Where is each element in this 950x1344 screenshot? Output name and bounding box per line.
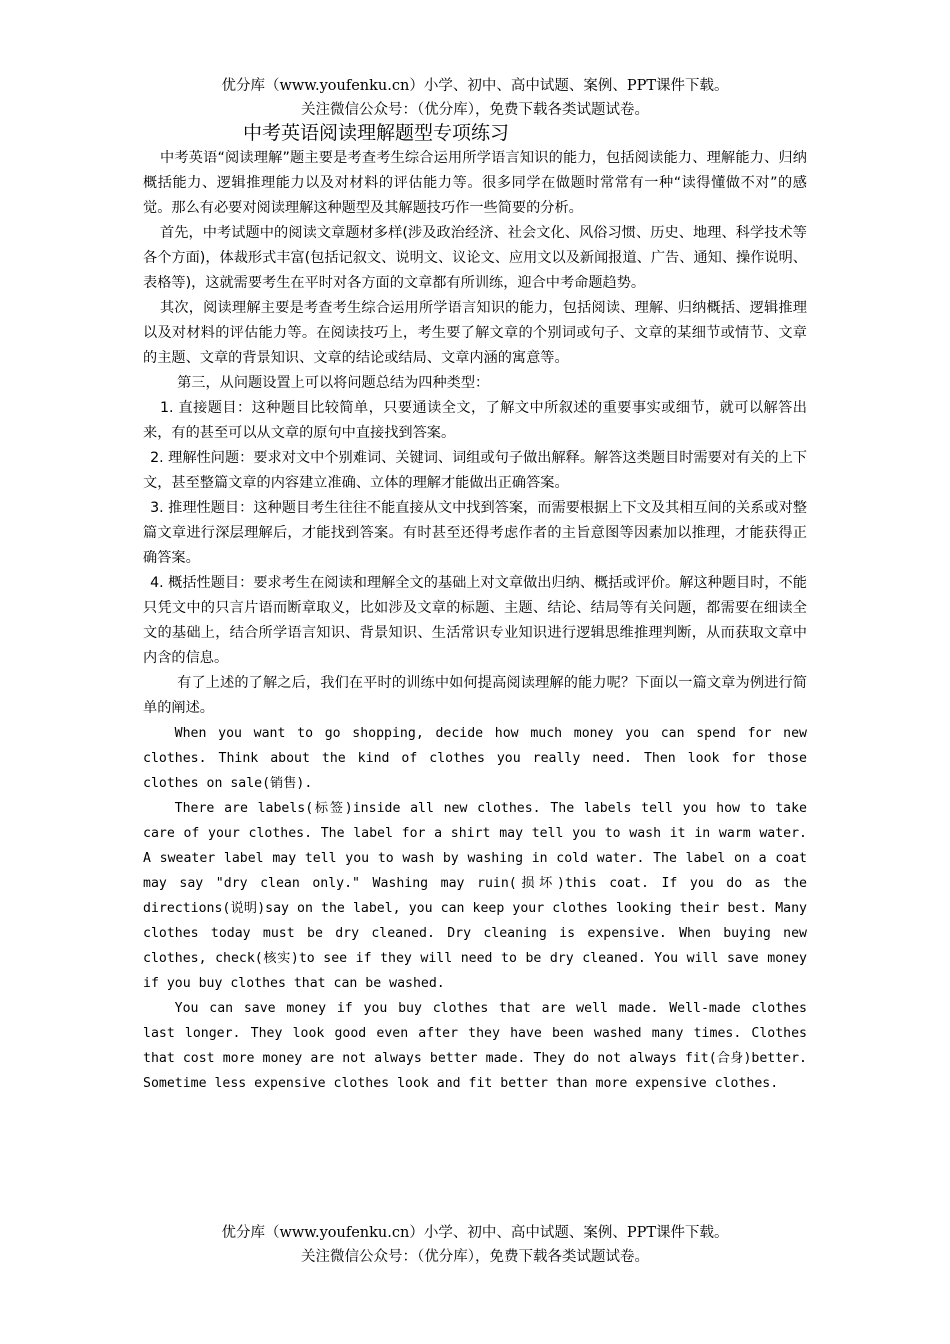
paragraph-third: 第三，从问题设置上可以将问题总结为四种类型： [177, 375, 490, 391]
header-line-2: 关注微信公众号：（优分库），免费下载各类试题试卷。 [301, 102, 649, 118]
paragraph-first: 首先，中考试题中的阅读文章题材多样(涉及政治经济、社会文化、风俗习惯、历史、地理、科学技术等各个方面)，体裁形式丰富(包括记叙文、说明文、议论文、应用文以及新闻报道、广告、通知、操作说明、表格等)，这就需要考生在平时对各方面的文章都有所训练，迎合中考命题趋势。 [143, 225, 807, 291]
english-paragraph-2: There are labels(标签)inside all new clothes. The labels tell you how to take care of your clothes. The label for a shirt may tell you to wash it in warm water. A sweater label may tell you to wash by washing in cold water. The label on a coat may say "dry clean only." Washing may ruin(损坏)this coat. If you do as the directions(说明)say on the label, you can keep your clothes looking their best. Many clothes today must be dry cleaned. Dry cleaning is expensive. When buying new clothes, check(核实)to see if they will need to be dry cleaned. You will save money if you buy clothes that can be washed. [143, 801, 807, 991]
question-type-4: 4. 概括性题目：要求考生在阅读和理解全文的基础上对文章做出归纳、概括或评价。解这种题目时，不能只凭文中的只言片语而断章取义，比如涉及文章的标题、主题、结论、结局等有关问题，都需要在细读全文的基础上，结合所学语言知识、背景知识、生活常识专业知识进行逻辑思维推理判断，从而获取文章中内含的信息。 [143, 575, 807, 666]
paragraph-intro: 中考英语“阅读理解”题主要是考查考生综合运用所学语言知识的能力，包括阅读能力、理解能力、归纳概括能力、逻辑推理能力以及对材料的评估能力等。很多同学在做题时常常有一种“读得懂做不对”的感觉。那么有必要对阅读理解这种题型及其解题技巧作一些简要的分析。 [143, 150, 807, 216]
question-type-2: 2. 理解性问题：要求对文中个别难词、关键词、词组或句子做出解释。解答这类题目时需要对有关的上下文，甚至整篇文章的内容建立准确、立体的理解才能做出正确答案。 [143, 450, 807, 491]
english-paragraph-3: You can save money if you buy clothes that are well made. Well-made clothes last longer. They look good even after they have been washed many times. Clothes that cost more money are not always better made. They do not always fit(合身)better. Sometime less expensive clothes look and fit better than more expensive clothes. [143, 1001, 807, 1091]
question-type-3: 3. 推理性题目：这种题目考生往往不能直接从文中找到答案，而需要根据上下文及其相互间的关系或对整篇文章进行深层理解后，才能找到答案。有时甚至还得考虑作者的主旨意图等因素加以推理，才能获得正确答案。 [143, 500, 807, 566]
document-title: 中考英语阅读理解题型专项练习 [243, 122, 510, 144]
header-line-1: 优分库（www.youfenku.cn）小学、初中、高中试题、案例、PPT课件下载。 [221, 78, 729, 94]
paragraph-second: 其次，阅读理解主要是考查考生综合运用所学语言知识的能力，包括阅读、理解、归纳概括、逻辑推理以及对材料的评估能力等。在阅读技巧上，考生要了解文章的个别词或句子、文章的某细节或情节、文章的主题、文章的背景知识、文章的结论或结局、文章内涵的寓意等。 [143, 300, 807, 366]
document-body [143, 146, 807, 1096]
footer-line-2: 关注微信公众号：（优分库），免费下载各类试题试卷。 [301, 1249, 649, 1265]
paragraph-transition: 有了上述的了解之后，我们在平时的训练中如何提高阅读理解的能力呢？下面以一篇文章为例进行简单的阐述。 [143, 675, 807, 716]
footer-line-1: 优分库（www.youfenku.cn）小学、初中、高中试题、案例、PPT课件下载。 [221, 1225, 729, 1241]
question-type-1: 1. 直接题目：这种题目比较简单，只要通读全文，了解文中所叙述的重要事实或细节，就可以解答出来，有的甚至可以从文章的原句中直接找到答案。 [143, 400, 807, 441]
english-paragraph-1: When you want to go shopping, decide how much money you can spend for new clothes. Think about the kind of clothes you really need. Then look for those clothes on sale(销售). [143, 726, 807, 791]
